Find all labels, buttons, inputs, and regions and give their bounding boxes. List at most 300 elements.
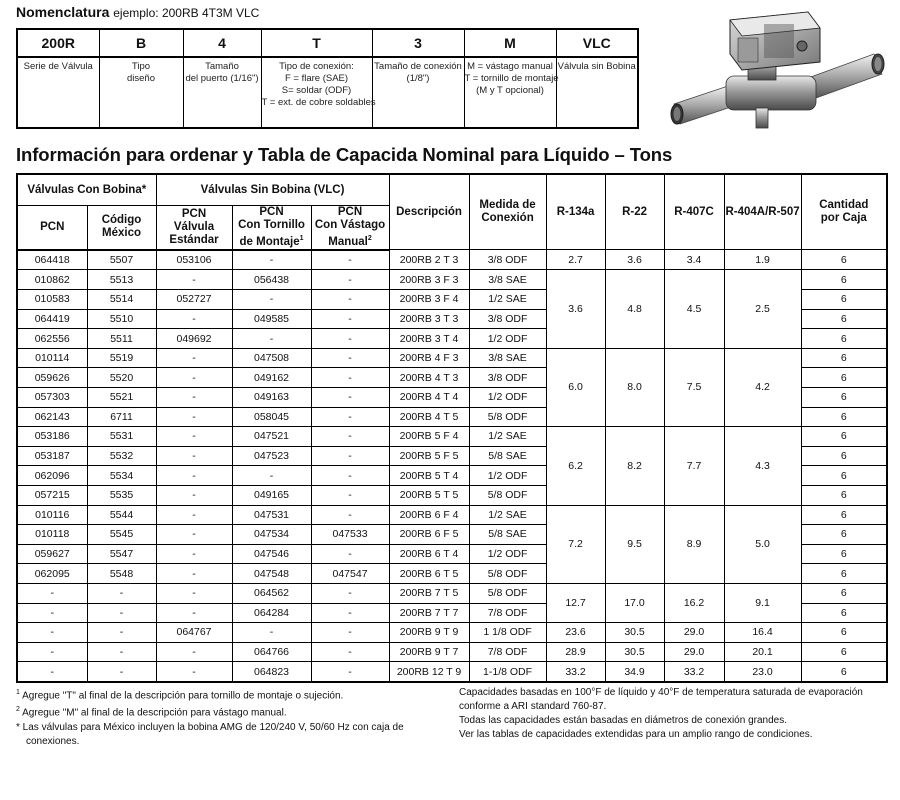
col-pcn-vastago-line3: Manual (328, 235, 368, 248)
table-row (17, 348, 887, 368)
cell-pcn-tornillo: 047546 (232, 544, 311, 564)
cell-codigo: 5547 (87, 544, 156, 564)
cell-capacity-r404a: 1.9 (724, 250, 801, 270)
cell-pcn: 053187 (17, 446, 87, 466)
col-pcn-estandar-line1: PCN (181, 207, 207, 220)
cell-capacity-r22: 30.5 (605, 623, 664, 643)
cell-codigo: 6711 (87, 407, 156, 427)
footnote-1-marker: 1 (16, 689, 20, 696)
cell-cantidad: 6 (801, 623, 887, 643)
col-pcn-vastago-line1: PCN (337, 206, 363, 218)
cell-pcn-estandar: - (156, 466, 232, 486)
cell-descripcion: 200RB 3 T 4 (389, 329, 469, 349)
cell-medida: 3/8 SAE (469, 270, 546, 290)
cell-pcn: 010118 (17, 525, 87, 545)
nomenclature-code: 4 (183, 29, 261, 57)
cell-pcn-estandar: 049692 (156, 329, 232, 349)
table-row (17, 270, 887, 290)
cell-capacity-r407c: 7.5 (664, 348, 724, 426)
cell-pcn: 053186 (17, 427, 87, 447)
cell-codigo: 5520 (87, 368, 156, 388)
nomenclature-description (99, 57, 183, 128)
col-r134a: R-134a (546, 174, 605, 250)
cell-medida: 1/2 SAE (469, 427, 546, 447)
nomenclature-code: T (261, 29, 372, 57)
col-descripcion: Descripción (389, 174, 469, 250)
cell-capacity-r22: 4.8 (605, 270, 664, 348)
cell-pcn: 062095 (17, 564, 87, 584)
cell-pcn: 062556 (17, 329, 87, 349)
cell-pcn-vastago: 047547 (311, 564, 389, 584)
cell-pcn-vastago: - (311, 446, 389, 466)
col-pcn-estandar (156, 206, 232, 250)
cell-codigo: - (87, 603, 156, 623)
cell-pcn-tornillo: 064766 (232, 642, 311, 662)
cell-cantidad: 6 (801, 662, 887, 682)
cell-pcn-estandar: - (156, 446, 232, 466)
cell-pcn-tornillo: 049585 (232, 309, 311, 329)
cell-codigo: 5513 (87, 270, 156, 290)
cell-pcn-tornillo: 064562 (232, 583, 311, 603)
cell-codigo: - (87, 662, 156, 682)
cell-medida: 1/2 ODF (469, 544, 546, 564)
cell-pcn-estandar: - (156, 525, 232, 545)
cell-pcn-tornillo: 056438 (232, 270, 311, 290)
cell-descripcion: 200RB 3 F 4 (389, 290, 469, 310)
cell-codigo: 5532 (87, 446, 156, 466)
nomenclature-description-line: Tamaño (205, 61, 239, 72)
cell-codigo: 5511 (87, 329, 156, 349)
cell-pcn-estandar: - (156, 427, 232, 447)
cell-capacity-r134a: 33.2 (546, 662, 605, 682)
cell-capacity-r404a: 9.1 (724, 583, 801, 622)
cell-descripcion: 200RB 6 F 4 (389, 505, 469, 525)
cell-pcn-estandar: 053106 (156, 250, 232, 270)
cell-pcn-estandar: - (156, 505, 232, 525)
cell-capacity-r134a: 6.0 (546, 348, 605, 426)
cell-medida: 5/8 ODF (469, 564, 546, 584)
nomenclature-description (17, 57, 99, 128)
cell-capacity-r22: 3.6 (605, 250, 664, 270)
nomenclature-description-line: (M y T opcional) (476, 85, 544, 96)
nomenclature-description-line: Tipo de conexión: (279, 61, 354, 72)
cell-capacity-r404a: 16.4 (724, 623, 801, 643)
cell-codigo: - (87, 583, 156, 603)
table-row (17, 642, 887, 662)
footnote-3-continued: conexiones. (26, 735, 80, 747)
cell-descripcion: 200RB 6 T 4 (389, 544, 469, 564)
cell-cantidad: 6 (801, 427, 887, 447)
cell-descripcion: 200RB 7 T 5 (389, 583, 469, 603)
cell-capacity-r22: 9.5 (605, 505, 664, 583)
col-pcn-estandar-line2: Válvula (173, 220, 215, 233)
nomenclature-description-line: Tamaño de conexión (374, 61, 462, 72)
cell-capacity-r404a: 2.5 (724, 270, 801, 348)
nomenclature-description-line: T = ext. de cobre soldables (261, 97, 376, 108)
cell-pcn-tornillo: - (232, 290, 311, 310)
cell-capacity-r22: 8.2 (605, 427, 664, 505)
cell-pcn: - (17, 623, 87, 643)
cell-pcn-estandar: - (156, 583, 232, 603)
table-header-row (17, 174, 887, 206)
col-codigo (87, 206, 156, 250)
nomenclature-example: ejemplo: 200RB 4T3M VLC (113, 6, 260, 20)
cell-capacity-r404a: 4.2 (724, 348, 801, 426)
col-pcn-vastago-line2: Con Vástago (314, 219, 386, 231)
cell-medida: 5/8 ODF (469, 583, 546, 603)
cell-medida: 3/8 ODF (469, 309, 546, 329)
cell-codigo: 5514 (87, 290, 156, 310)
nomenclature-description-line: Tipo (131, 61, 151, 72)
cell-cantidad: 6 (801, 564, 887, 584)
cell-cantidad: 6 (801, 290, 887, 310)
cell-capacity-r404a: 4.3 (724, 427, 801, 505)
cell-pcn-estandar: - (156, 485, 232, 505)
nomenclature-code: M (464, 29, 556, 57)
cell-pcn: 062096 (17, 466, 87, 486)
cell-pcn-vastago: - (311, 642, 389, 662)
cell-codigo: - (87, 642, 156, 662)
col-medida-line1: Medida de (479, 199, 536, 212)
nomenclature-code: 200R (17, 29, 99, 57)
cell-capacity-r407c: 4.5 (664, 270, 724, 348)
cell-capacity-r22: 30.5 (605, 642, 664, 662)
cell-pcn-tornillo: - (232, 623, 311, 643)
col-r404a: R-404A/R-507 (724, 174, 801, 250)
nomenclature-description-line: del puerto (1/16") (185, 73, 259, 84)
cell-pcn: 064419 (17, 309, 87, 329)
nomenclature-description-line: F = flare (SAE) (284, 73, 349, 84)
cell-capacity-r407c: 8.9 (664, 505, 724, 583)
col-pcn-vastago (311, 206, 389, 250)
cell-pcn-vastago: - (311, 250, 389, 270)
cell-medida: 3/8 ODF (469, 368, 546, 388)
cell-cantidad: 6 (801, 544, 887, 564)
cell-medida: 1/2 SAE (469, 290, 546, 310)
cell-descripcion: 200RB 5 F 4 (389, 427, 469, 447)
note-ari-standard: conforme a ARI standard 760-87. (459, 701, 607, 712)
cell-pcn: 057303 (17, 387, 87, 407)
cell-pcn-estandar: - (156, 544, 232, 564)
nomenclature-description-line: diseño (127, 73, 155, 84)
cell-pcn-tornillo: - (232, 329, 311, 349)
cell-pcn-vastago: - (311, 368, 389, 388)
cell-capacity-r404a: 5.0 (724, 505, 801, 583)
capacity-table (16, 173, 888, 683)
cell-medida: 5/8 SAE (469, 446, 546, 466)
nomenclature-table (16, 28, 639, 129)
cell-pcn-vastago: - (311, 505, 389, 525)
cell-pcn-vastago: - (311, 290, 389, 310)
cell-descripcion: 200RB 4 T 5 (389, 407, 469, 427)
cell-capacity-r407c: 3.4 (664, 250, 724, 270)
main-title: Información para ordenar y Tabla de Capacida Nominal para Líquido – Tons (16, 144, 673, 165)
cell-cantidad: 6 (801, 387, 887, 407)
cell-cantidad: 6 (801, 466, 887, 486)
nomenclature-description (183, 57, 261, 128)
cell-cantidad: 6 (801, 642, 887, 662)
cell-descripcion: 200RB 6 F 5 (389, 525, 469, 545)
table-row (17, 623, 887, 643)
cell-cantidad: 6 (801, 485, 887, 505)
cell-pcn: 010583 (17, 290, 87, 310)
cell-codigo: 5531 (87, 427, 156, 447)
footnotes-left (16, 686, 436, 749)
cell-capacity-r407c: 29.0 (664, 642, 724, 662)
cell-medida: 1/2 SAE (469, 505, 546, 525)
cell-pcn: - (17, 662, 87, 682)
nomenclature-codes-row (17, 29, 638, 57)
cell-pcn-vastago: - (311, 309, 389, 329)
cell-pcn-estandar: - (156, 309, 232, 329)
footnote-2-text: Agregue "M" al final de la descripción para vástago manual. (22, 707, 287, 719)
col-pcn: PCN (17, 206, 87, 250)
note-extended-tables: Ver las tablas de capacidades extendidas para un amplio rango de condiciones. (459, 729, 813, 740)
cell-descripcion: 200RB 4 T 4 (389, 387, 469, 407)
cell-cantidad: 6 (801, 446, 887, 466)
col-pcn-tornillo (232, 206, 311, 250)
cell-pcn-estandar: - (156, 270, 232, 290)
cell-cantidad: 6 (801, 407, 887, 427)
cell-cantidad: 6 (801, 368, 887, 388)
nomenclature-description-line: Serie de Válvula (23, 61, 93, 72)
cell-pcn-vastago: - (311, 466, 389, 486)
cell-descripcion: 200RB 6 T 5 (389, 564, 469, 584)
cell-descripcion: 200RB 4 T 3 (389, 368, 469, 388)
cell-capacity-r134a: 23.6 (546, 623, 605, 643)
cell-pcn: 059627 (17, 544, 87, 564)
cell-medida: 1-1/8 ODF (469, 662, 546, 682)
table-row (17, 662, 887, 682)
cell-codigo: 5510 (87, 309, 156, 329)
capacity-table-body (17, 250, 887, 682)
footnote-3: * Las válvulas para México incluyen la bobina AMG de 120/240 V, 50/60 Hz con caja de (16, 721, 404, 733)
cell-capacity-r22: 8.0 (605, 348, 664, 426)
cell-medida: 1/2 ODF (469, 466, 546, 486)
cell-pcn-tornillo: 064823 (232, 662, 311, 682)
cell-descripcion: 200RB 3 F 3 (389, 270, 469, 290)
cell-pcn: 062143 (17, 407, 87, 427)
cell-pcn-tornillo: 047523 (232, 446, 311, 466)
cell-medida: 7/8 ODF (469, 603, 546, 623)
cell-pcn-vastago: - (311, 270, 389, 290)
cell-capacity-r407c: 16.2 (664, 583, 724, 622)
cell-pcn-tornillo: - (232, 250, 311, 270)
cell-descripcion: 200RB 5 T 5 (389, 485, 469, 505)
cell-capacity-r134a: 7.2 (546, 505, 605, 583)
col-pcn-tornillo-line1: PCN (259, 206, 284, 218)
cell-pcn: 010862 (17, 270, 87, 290)
cell-pcn: - (17, 603, 87, 623)
cell-pcn-estandar: - (156, 662, 232, 682)
cell-capacity-r22: 34.9 (605, 662, 664, 682)
nomenclature-code: VLC (556, 29, 638, 57)
cell-pcn-estandar: - (156, 564, 232, 584)
cell-pcn-estandar: - (156, 387, 232, 407)
cell-medida: 5/8 ODF (469, 407, 546, 427)
cell-descripcion: 200RB 9 T 9 (389, 623, 469, 643)
nomenclature-title: Nomenclatura (16, 4, 110, 20)
nomenclature-code: B (99, 29, 183, 57)
nomenclature-description (372, 57, 464, 128)
cell-cantidad: 6 (801, 348, 887, 368)
nomenclature-description (261, 57, 376, 128)
cell-capacity-r404a: 23.0 (724, 662, 801, 682)
cell-cantidad: 6 (801, 309, 887, 329)
nomenclature-descriptions-row (17, 57, 638, 128)
cell-capacity-r407c: 7.7 (664, 427, 724, 505)
nomenclature-description-line: T = tornillo de montaje (464, 73, 559, 84)
cell-pcn-tornillo: - (232, 466, 311, 486)
cell-pcn-vastago: - (311, 623, 389, 643)
cell-pcn-estandar: 052727 (156, 290, 232, 310)
cell-codigo: 5507 (87, 250, 156, 270)
cell-descripcion: 200RB 9 T 7 (389, 642, 469, 662)
col-pcn-estandar-line3: Estándar (169, 233, 219, 246)
cell-pcn-estandar: 064767 (156, 623, 232, 643)
cell-medida: 1/2 ODF (469, 387, 546, 407)
cell-codigo: 5548 (87, 564, 156, 584)
cell-capacity-r407c: 33.2 (664, 662, 724, 682)
cell-medida: 5/8 ODF (469, 485, 546, 505)
nomenclature-description-line: (1/8") (406, 73, 430, 84)
footnote-1-text: Agregue "T" al final de la descripción para tornillo de montaje o sujeción. (22, 690, 344, 702)
footnote-2-marker: 2 (16, 706, 20, 714)
nomenclature-description-line: Válvula sin Bobina (557, 61, 636, 72)
cell-medida: 7/8 ODF (469, 642, 546, 662)
cell-pcn-vastago: - (311, 407, 389, 427)
cell-capacity-r134a: 2.7 (546, 250, 605, 270)
cell-codigo: 5521 (87, 387, 156, 407)
footnote-marker: 1 (299, 235, 304, 242)
col-medida (469, 174, 546, 250)
cell-pcn-vastago: - (311, 485, 389, 505)
cell-cantidad: 6 (801, 505, 887, 525)
cell-cantidad: 6 (801, 250, 887, 270)
cell-medida: 1/2 ODF (469, 329, 546, 349)
cell-pcn-tornillo: 049162 (232, 368, 311, 388)
cell-medida: 3/8 SAE (469, 348, 546, 368)
cell-pcn-vastago: - (311, 427, 389, 447)
cell-codigo: 5534 (87, 466, 156, 486)
cell-capacity-r134a: 3.6 (546, 270, 605, 348)
nomenclature-description-line: M = vástago manual (467, 61, 553, 72)
nomenclature-description (464, 57, 559, 128)
cell-descripcion: 200RB 5 F 5 (389, 446, 469, 466)
cell-pcn: 057215 (17, 485, 87, 505)
cell-descripcion: 200RB 7 T 7 (389, 603, 469, 623)
cell-pcn-vastago: - (311, 583, 389, 603)
cell-pcn-vastago: - (311, 662, 389, 682)
table-row (17, 250, 887, 270)
cell-pcn-vastago: 047533 (311, 525, 389, 545)
cell-codigo: 5535 (87, 485, 156, 505)
cell-cantidad: 6 (801, 329, 887, 349)
col-r22: R-22 (605, 174, 664, 250)
group-con-bobina: Válvulas Con Bobina* (17, 174, 156, 206)
cell-pcn-vastago: - (311, 544, 389, 564)
col-cantidad (801, 174, 887, 250)
cell-pcn-estandar: - (156, 407, 232, 427)
cell-capacity-r407c: 29.0 (664, 623, 724, 643)
cell-medida: 1 1/8 ODF (469, 623, 546, 643)
cell-capacity-r22: 17.0 (605, 583, 664, 622)
solenoid-valve-image (668, 8, 894, 138)
cell-codigo: - (87, 623, 156, 643)
cell-pcn: - (17, 642, 87, 662)
cell-pcn: 064418 (17, 250, 87, 270)
cell-descripcion: 200RB 4 F 3 (389, 348, 469, 368)
cell-descripcion: 200RB 5 T 4 (389, 466, 469, 486)
cell-pcn-estandar: - (156, 348, 232, 368)
nomenclature-description-line: S= soldar (ODF) (281, 85, 352, 96)
cell-descripcion: 200RB 12 T 9 (389, 662, 469, 682)
col-pcn-tornillo-line3: de Montaje (239, 235, 300, 248)
nomenclature-heading (16, 4, 259, 20)
cell-pcn: - (17, 583, 87, 603)
cell-pcn-vastago: - (311, 603, 389, 623)
table-row (17, 505, 887, 525)
note-connection-diameters: Todas las capacidades están basadas en diámetros de conexión grandes. (459, 715, 787, 726)
cell-pcn-tornillo: 049165 (232, 485, 311, 505)
cell-pcn-estandar: - (156, 368, 232, 388)
cell-medida: 5/8 SAE (469, 525, 546, 545)
table-row (17, 427, 887, 447)
cell-pcn-estandar: - (156, 603, 232, 623)
cell-pcn-tornillo: 047531 (232, 505, 311, 525)
cell-descripcion: 200RB 3 T 3 (389, 309, 469, 329)
footnote-1 (16, 686, 436, 703)
col-r407c: R-407C (664, 174, 724, 250)
col-pcn-tornillo-line2: Con Tornillo (238, 219, 305, 231)
table-row (17, 583, 887, 603)
col-codigo-line2: México (102, 227, 141, 240)
cell-pcn: 010116 (17, 505, 87, 525)
cell-capacity-r134a: 6.2 (546, 427, 605, 505)
cell-capacity-r134a: 28.9 (546, 642, 605, 662)
footnote-marker: 2 (367, 235, 372, 242)
col-cantidad-line2: por Caja (820, 212, 867, 225)
cell-cantidad: 6 (801, 583, 887, 603)
cell-capacity-r134a: 12.7 (546, 583, 605, 622)
cell-pcn-tornillo: 064284 (232, 603, 311, 623)
cell-pcn-vastago: - (311, 329, 389, 349)
cell-cantidad: 6 (801, 270, 887, 290)
cell-codigo: 5544 (87, 505, 156, 525)
nomenclature-code: 3 (372, 29, 464, 57)
cell-pcn: 010114 (17, 348, 87, 368)
group-sin-bobina: Válvulas Sin Bobina (VLC) (156, 174, 389, 206)
cell-pcn-vastago: - (311, 387, 389, 407)
cell-codigo: 5519 (87, 348, 156, 368)
footnote-2 (16, 703, 436, 720)
cell-codigo: 5545 (87, 525, 156, 545)
cell-pcn-tornillo: 047534 (232, 525, 311, 545)
cell-descripcion: 200RB 2 T 3 (389, 250, 469, 270)
cell-pcn: 059626 (17, 368, 87, 388)
col-cantidad-line1: Cantidad (819, 199, 869, 212)
cell-pcn-estandar: - (156, 642, 232, 662)
footnotes-right (459, 686, 879, 742)
note-capacities-basis: Capacidades basadas en 100°F de líquido y 40°F de temperatura saturada de evaporación (459, 687, 863, 698)
nomenclature-description (556, 57, 638, 128)
cell-medida: 3/8 ODF (469, 250, 546, 270)
cell-pcn-vastago: - (311, 348, 389, 368)
col-medida-line2: Conexión (481, 212, 534, 225)
cell-pcn-tornillo: 047548 (232, 564, 311, 584)
cell-pcn-tornillo: 047521 (232, 427, 311, 447)
cell-capacity-r404a: 20.1 (724, 642, 801, 662)
